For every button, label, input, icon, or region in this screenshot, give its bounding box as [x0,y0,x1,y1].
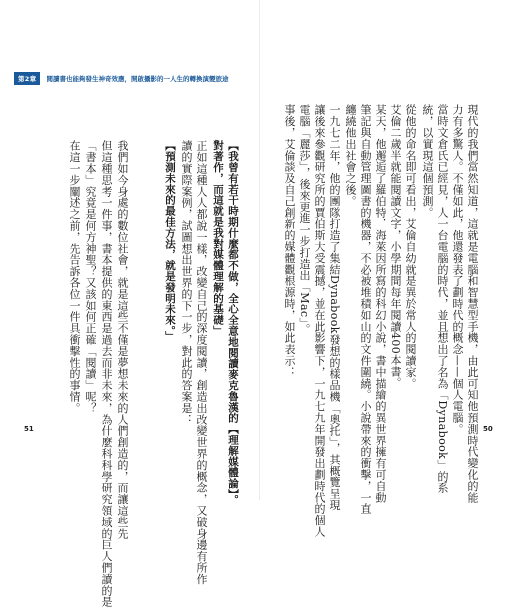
page-gutter [259,0,260,500]
body-column: 「書本」究竟是何方神聖？又該如何正確「閱讀」呢？ [84,140,97,414]
body-column: 我們如今身處的數位社會，就是這些不僅是夢想未來的人們創造的，而讓這些先 [116,140,129,539]
body-column: 力有多驚人。不僅如此，他還發表了劃時代的概念——個人電腦。 [451,104,464,435]
body-column: 艾倫二歲半就能閱讀文字，小學期間每年閱讀400本書。 [389,104,402,389]
quote-column: 【我曾有若干時期什麼都不做，全心全意地閱讀麥克魯漢的【理解媒體論】。 [227,140,239,506]
body-column: 事後，艾倫談及自己創新的媒體觀根源時，如此表示： [283,104,296,378]
body-column: 從他的命名即可看出，艾倫自幼就是異於常人的閱讀家。 [404,104,417,389]
body-column: 正如這種人人都說一樣，改變自己的深度閱讀，創造出改變世界的概念，又破身邊有所作 [195,140,208,585]
chapter-title: 閱讀書也能夠發生神奇效應，開啟攝影的一人生的轉換演變旅途 [46,75,229,83]
page-number-right: 50 [483,425,493,433]
body-column: 讀的實際案例，試圖想出世界的下一步，對此的答案是： [180,140,193,425]
body-column: 某天，他邂逅了羅伯特．海萊因所寫的科幻小說，書中描繪的異世界擁有可自動 [374,104,387,503]
body-column: 一九七二年，他的團隊打造了集結Dynabook發想的樣品機「奧托」，其概覽呈現 [328,104,341,511]
body-column: 筆記與自動管理圖書的機器，不必被堆積如山的文件圍繞。小說帶來的衝擊，一直 [359,104,372,515]
body-column: 統，以實現這個預測。 [421,104,434,218]
body-column: 電腦「麗莎」，後來更進一步打造出「Mac」。 [298,104,311,335]
chapter-label: 第2章 [14,72,40,85]
body-column: 纏繞他出社會之後。 [344,104,357,207]
body-column: 讓後來參觀研究所的賈伯斯大受震撼，並在此影響下，一九七九年開發出劃時代的個人 [313,104,326,538]
quote-column: 對著作，而這就是我對媒體理解的基礎」 [212,140,224,337]
body-column: 在這一步闡述之前，先告訴各位一件具衝擊性的事情。 [68,140,81,414]
chapter-header [14,72,256,85]
page-number-left: 51 [24,425,34,433]
body-column: 但這種思考一件事，書本提供的東西是過去而非未來，為什麼科科學研究領域的巨人們讀的是 [100,140,113,607]
quote-column: 【預測未來的最佳方法，就是發明未來。」 [164,140,176,342]
body-column: 當時文倉氏已經見，人一台電腦的時代，並且想出了名為「Dynabook」的系 [436,104,449,494]
body-column: 現代的我們當然知道，這就是電腦和智慧型手機，由此可知他預測時代變化的能 [466,104,479,503]
